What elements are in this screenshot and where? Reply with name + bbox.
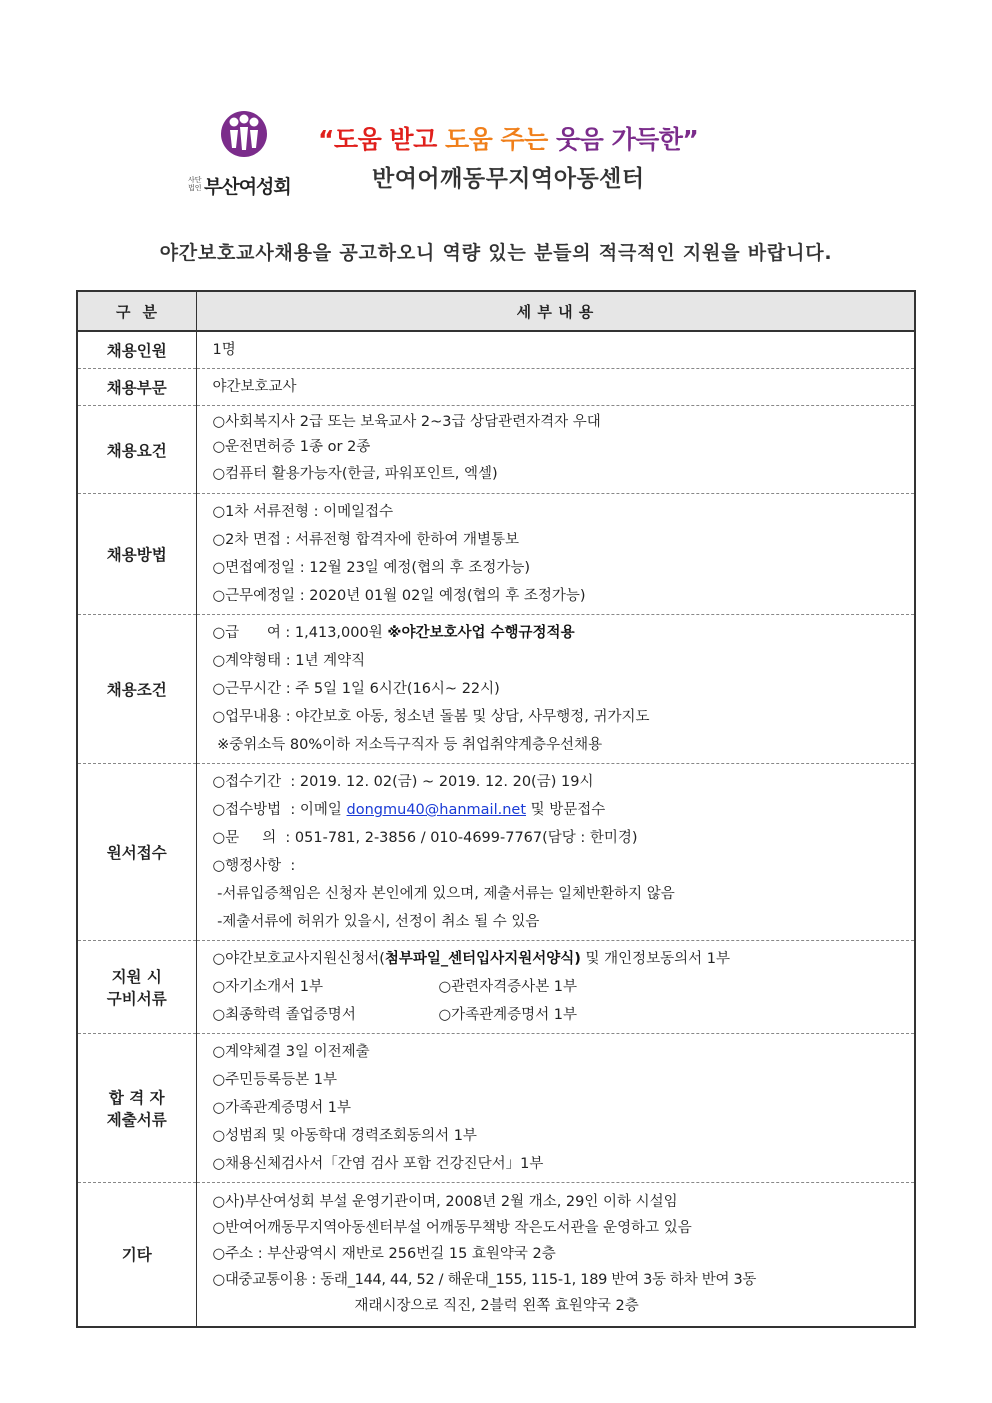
- slogan-part-3: 웃음 가득한”: [555, 125, 699, 154]
- salary-note: ※야간보호사업 수행규정적용: [387, 625, 575, 641]
- notice-title: 야간보호교사채용을 공고하오니 역량 있는 분들의 적극적인 지원을 바랍니다.: [159, 242, 833, 264]
- content-line: ○접수기간 : 2019. 12. 02(금) ~ 2019. 12. 20(금) 19시: [212, 774, 594, 790]
- row-content: [196, 1034, 915, 1183]
- content-line: [213, 796, 915, 824]
- content-line: ○2차 면접 : 서류전형 합격자에 한하여 개별통보: [212, 532, 520, 548]
- row-label: 원서접수: [77, 764, 196, 941]
- row-content: [196, 941, 915, 1034]
- table-row-method: [77, 494, 915, 615]
- row-label-line: 구비서류: [106, 990, 167, 1008]
- row-label: [77, 1034, 196, 1183]
- row-label: 기타: [77, 1183, 196, 1327]
- row-content: [196, 494, 915, 615]
- content-line: ○가족관계증명서 1부: [212, 1100, 352, 1116]
- row-label: 채용요건: [77, 406, 196, 494]
- content-line: 1명: [212, 342, 236, 358]
- slogan: [318, 120, 698, 156]
- row-content: [196, 369, 915, 406]
- salary-text: ○급 여 : 1,413,000원: [212, 625, 388, 641]
- content-line: ※중위소득 80%이하 저소득구직자 등 취업취약계층우선채용: [212, 737, 603, 753]
- content-line: -서류입증책임은 신청자 본인에게 있으며, 제출서류는 일체반환하지 않음: [212, 886, 675, 902]
- organization-emblem-icon: [220, 108, 268, 158]
- content-line: [213, 619, 915, 647]
- row-content: [196, 764, 915, 941]
- content-line: ○채용신체검사서「간염 검사 포함 건강진단서」1부: [212, 1156, 544, 1172]
- content-line: ○반여어깨동무지역아동센터부설 어깨동무책방 작은도서관을 운영하고 있음: [212, 1220, 692, 1237]
- logo-small-text: 사단법인: [188, 176, 202, 192]
- row-label-line: 합 격 자: [108, 1089, 165, 1107]
- content-line: ○문 의 : 051-781, 2-3856 / 010-4699-7767(담당 : 한미경): [212, 830, 638, 846]
- doc-suffix: 및 개인정보동의서 1부: [580, 951, 730, 967]
- content-line: ○계약형태 : 1년 계약직: [212, 653, 366, 669]
- logo-name: 부산여성회: [204, 176, 291, 198]
- content-line: ○주민등록등본 1부: [212, 1072, 338, 1088]
- doc-item: ○가족관계증명서 1부: [438, 1007, 578, 1023]
- header-category: 구 분: [77, 291, 196, 331]
- content-line: 재래시장으로 직진, 2블럭 왼쪽 효원약국 2층: [354, 1298, 639, 1315]
- email-prefix: ○접수방법 : 이메일: [212, 802, 347, 818]
- table-row-conditions: [77, 615, 915, 764]
- table-header-row: [77, 291, 915, 331]
- content-line: ○사)부산여성회 부설 운영기관이며, 2008년 2월 개소, 29인 이하 시설임: [212, 1194, 678, 1211]
- content-line: ○운전면허증 1종 or 2종: [212, 439, 371, 455]
- row-label-line: 제출서류: [106, 1111, 167, 1129]
- row-label: 채용인원: [77, 331, 196, 369]
- content-line: ○사회복지사 2급 또는 보육교사 2~3급 상담관련자격자 우대: [212, 414, 601, 430]
- doc-item: ○관련자격증사본 1부: [438, 979, 578, 995]
- row-content: [196, 406, 915, 494]
- row-label: 채용부문: [77, 369, 196, 406]
- header-details: 세 부 내 용: [196, 291, 915, 331]
- content-line: [213, 945, 915, 973]
- content-line: ○업무내용 : 야간보호 아동, 청소년 돌봄 및 상담, 사무행정, 귀가지도: [212, 709, 650, 725]
- content-line: -제출서류에 허위가 있을시, 선정이 취소 될 수 있음: [212, 914, 540, 930]
- table-row-headcount: [77, 331, 915, 369]
- table-row-documents: [77, 941, 915, 1034]
- row-label: 채용조건: [77, 615, 196, 764]
- content-line: ○근무시간 : 주 5일 1일 6시간(16시~ 22시): [212, 681, 500, 697]
- table-row-successful: [77, 1034, 915, 1183]
- table-row-department: [77, 369, 915, 406]
- content-line: ○면접예정일 : 12월 23일 예정(협의 후 조정가능): [212, 560, 531, 576]
- recruitment-table: [76, 290, 916, 1328]
- content-line: ○주소 : 부산광역시 재반로 256번길 15 효원약국 2층: [212, 1246, 556, 1263]
- content-line: ○근무예정일 : 2020년 01월 02일 예정(협의 후 조정가능): [212, 588, 586, 604]
- content-line: [213, 973, 915, 1001]
- content-line: 야간보호교사: [212, 379, 297, 395]
- content-line: [213, 1001, 915, 1029]
- slogan-part-1: “도움 받고: [318, 125, 445, 154]
- table-row-application: [77, 764, 915, 941]
- row-label: 채용방법: [77, 494, 196, 615]
- content-line: ○대중교통이용 : 동래_144, 44, 52 / 해운대_155, 115-1, 189 반여 3동 하차 반여 3동: [212, 1272, 757, 1289]
- content-line: ○행정사항 :: [212, 858, 296, 874]
- row-label: [77, 941, 196, 1034]
- email-suffix: 및 방문접수: [526, 802, 606, 818]
- table-row-etc: [77, 1183, 915, 1327]
- doc-item: ○최종학력 졸업증명서: [212, 1007, 356, 1023]
- content-line: ○컴퓨터 활용가능자(한글, 파워포인트, 엑셀): [212, 466, 498, 482]
- table-row-requirements: [77, 406, 915, 494]
- email-link[interactable]: dongmu40@hanmail.net: [346, 802, 527, 818]
- center-name: 반여어깨동무지역아동센터: [372, 166, 645, 192]
- slogan-part-2: 도움 주는: [444, 125, 556, 154]
- logo: [182, 108, 312, 208]
- doc-item: ○자기소개서 1부: [212, 979, 324, 995]
- row-label-line: 지원 시: [111, 968, 162, 986]
- row-content: [196, 1183, 915, 1327]
- doc-bold: 첨부파일_센터입사지원서양식): [384, 951, 581, 967]
- content-line: ○1차 서류전형 : 이메일접수: [212, 504, 394, 520]
- row-content: [196, 615, 915, 764]
- content-line: ○성범죄 및 아동학대 경력조회동의서 1부: [212, 1128, 477, 1144]
- row-content: [196, 331, 915, 369]
- doc-prefix: ○야간보호교사지원신청서(: [212, 951, 385, 967]
- content-line: ○계약체결 3일 이전제출: [212, 1044, 370, 1060]
